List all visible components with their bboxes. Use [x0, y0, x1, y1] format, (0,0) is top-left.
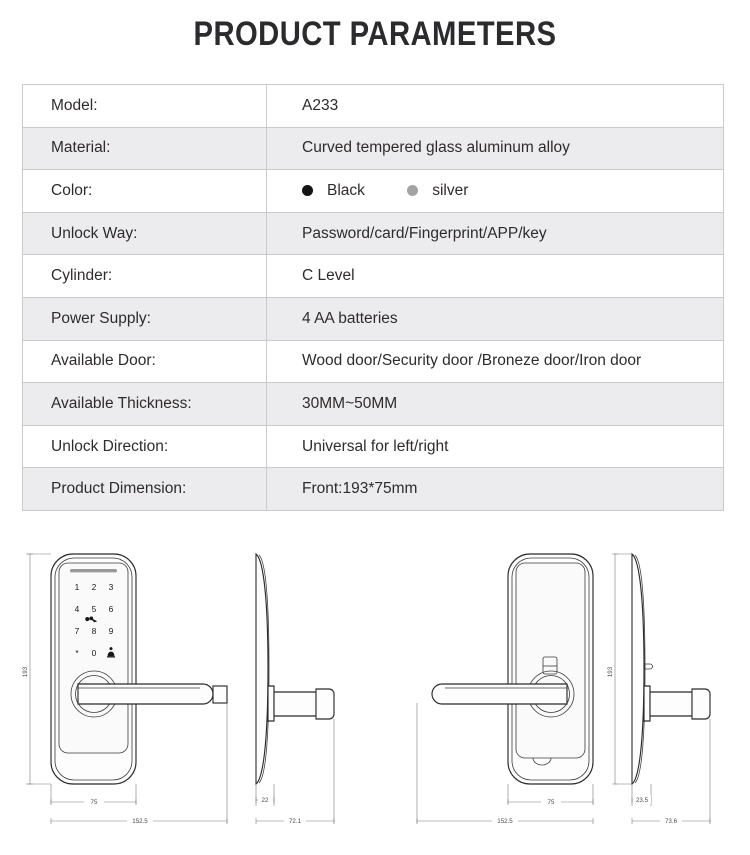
spec-label: Available Thickness: — [23, 383, 267, 426]
keypad-key-8[interactable]: 8 — [91, 626, 97, 636]
rear-side-view-drawing — [607, 554, 710, 825]
spec-label: Available Door: — [23, 340, 267, 383]
spec-label: Power Supply: — [23, 297, 267, 340]
color-option-label: Black — [327, 181, 365, 199]
technical-drawings — [0, 536, 750, 855]
table-row — [23, 170, 724, 213]
display-bar-icon — [70, 569, 117, 572]
color-swatch-silver-icon — [407, 185, 418, 196]
side-handle-end — [316, 689, 334, 719]
keypad-key-3[interactable]: 3 — [108, 582, 114, 592]
spec-label: Product Dimension: — [23, 468, 267, 511]
spec-value: Password/card/Fingerprint/APP/key — [267, 212, 724, 255]
keypad-key-7[interactable]: 7 — [74, 626, 80, 636]
keypad-key-2[interactable]: 2 — [91, 582, 97, 592]
spec-value: Front:193*75mm — [267, 468, 724, 511]
spec-value-color — [267, 170, 724, 213]
table-row — [23, 425, 724, 468]
spec-value: 4 AA batteries — [267, 297, 724, 340]
keypad-key-9[interactable]: 9 — [108, 626, 114, 636]
dimension-label-thickness: 22 — [261, 797, 269, 804]
table-row — [23, 212, 724, 255]
rear-side-handle-end — [692, 689, 710, 719]
rear-side-thumbturn-bump — [645, 664, 653, 669]
front-side-view-drawing — [256, 554, 334, 825]
spec-value: 30MM~50MM — [267, 383, 724, 426]
spec-label: Model: — [23, 85, 267, 128]
color-option-silver[interactable] — [407, 182, 468, 200]
spec-value: C Level — [267, 255, 724, 298]
table-row — [23, 297, 724, 340]
dimension-label-height: 193 — [22, 666, 29, 678]
table-row — [23, 383, 724, 426]
dimension-label-rear-depth: 73.6 — [664, 818, 678, 825]
dimension-side-thickness — [256, 784, 274, 806]
dimension-rear-panel-width — [508, 784, 593, 806]
dimension-label-depth: 72.1 — [288, 818, 302, 825]
front-handle-lever — [78, 684, 213, 704]
dimension-label-rear-height: 193 — [607, 666, 614, 678]
spec-label: Cylinder: — [23, 255, 267, 298]
spec-table-body — [23, 85, 724, 511]
front-view-drawing — [22, 554, 227, 825]
side-handle-shaft — [274, 692, 316, 716]
rear-side-handle-shaft — [650, 692, 692, 716]
dimension-label-panel-width: 75 — [90, 799, 98, 806]
dimension-rear-side-height — [607, 554, 632, 784]
spec-value: A233 — [267, 85, 724, 128]
front-spindle — [213, 686, 227, 703]
table-row — [23, 127, 724, 170]
side-handle-boss — [268, 686, 274, 721]
spec-label: Color: — [23, 170, 267, 213]
spec-value: Curved tempered glass aluminum alloy — [267, 127, 724, 170]
spec-table-container — [22, 84, 724, 511]
color-swatch-black-icon — [302, 185, 313, 196]
spec-value: Wood door/Security door /Broneze door/Iron door — [267, 340, 724, 383]
color-option-black[interactable] — [302, 182, 365, 200]
dimension-rear-side-thickness — [632, 784, 651, 806]
rear-panel-face — [516, 563, 585, 758]
dimension-label-rear-thickness: 23.5 — [635, 797, 649, 804]
keypad-key-zero[interactable]: 0 — [91, 648, 97, 658]
dimension-label-rear-panel-width: 75 — [547, 799, 555, 806]
keypad-key-1[interactable]: 1 — [74, 582, 80, 592]
dimension-label-rear-total-width: 152.5 — [497, 818, 513, 825]
rear-side-handle-boss — [644, 686, 650, 721]
dimension-front-panel-width — [51, 784, 136, 806]
keypad-key-4[interactable]: 4 — [74, 604, 80, 614]
keypad-key-6[interactable]: 6 — [108, 604, 114, 614]
spec-label: Unlock Way: — [23, 212, 267, 255]
dimension-front-height — [22, 554, 51, 784]
rear-handle-lever — [432, 684, 567, 704]
rear-view-drawing — [417, 554, 593, 825]
spec-label: Unlock Direction: — [23, 425, 267, 468]
spec-label: Material: — [23, 127, 267, 170]
keypad-key-star[interactable]: * — [75, 648, 79, 658]
table-row — [23, 468, 724, 511]
keypad-key-5[interactable]: 5 — [91, 604, 97, 614]
table-row — [23, 85, 724, 128]
table-row — [23, 340, 724, 383]
spec-value: Universal for left/right — [267, 425, 724, 468]
color-option-label: silver — [432, 181, 469, 199]
dimension-label-total-width: 152.5 — [132, 818, 148, 825]
product-parameters-table — [22, 84, 724, 511]
table-row — [23, 255, 724, 298]
page-title: PRODUCT PARAMETERS — [193, 15, 557, 53]
